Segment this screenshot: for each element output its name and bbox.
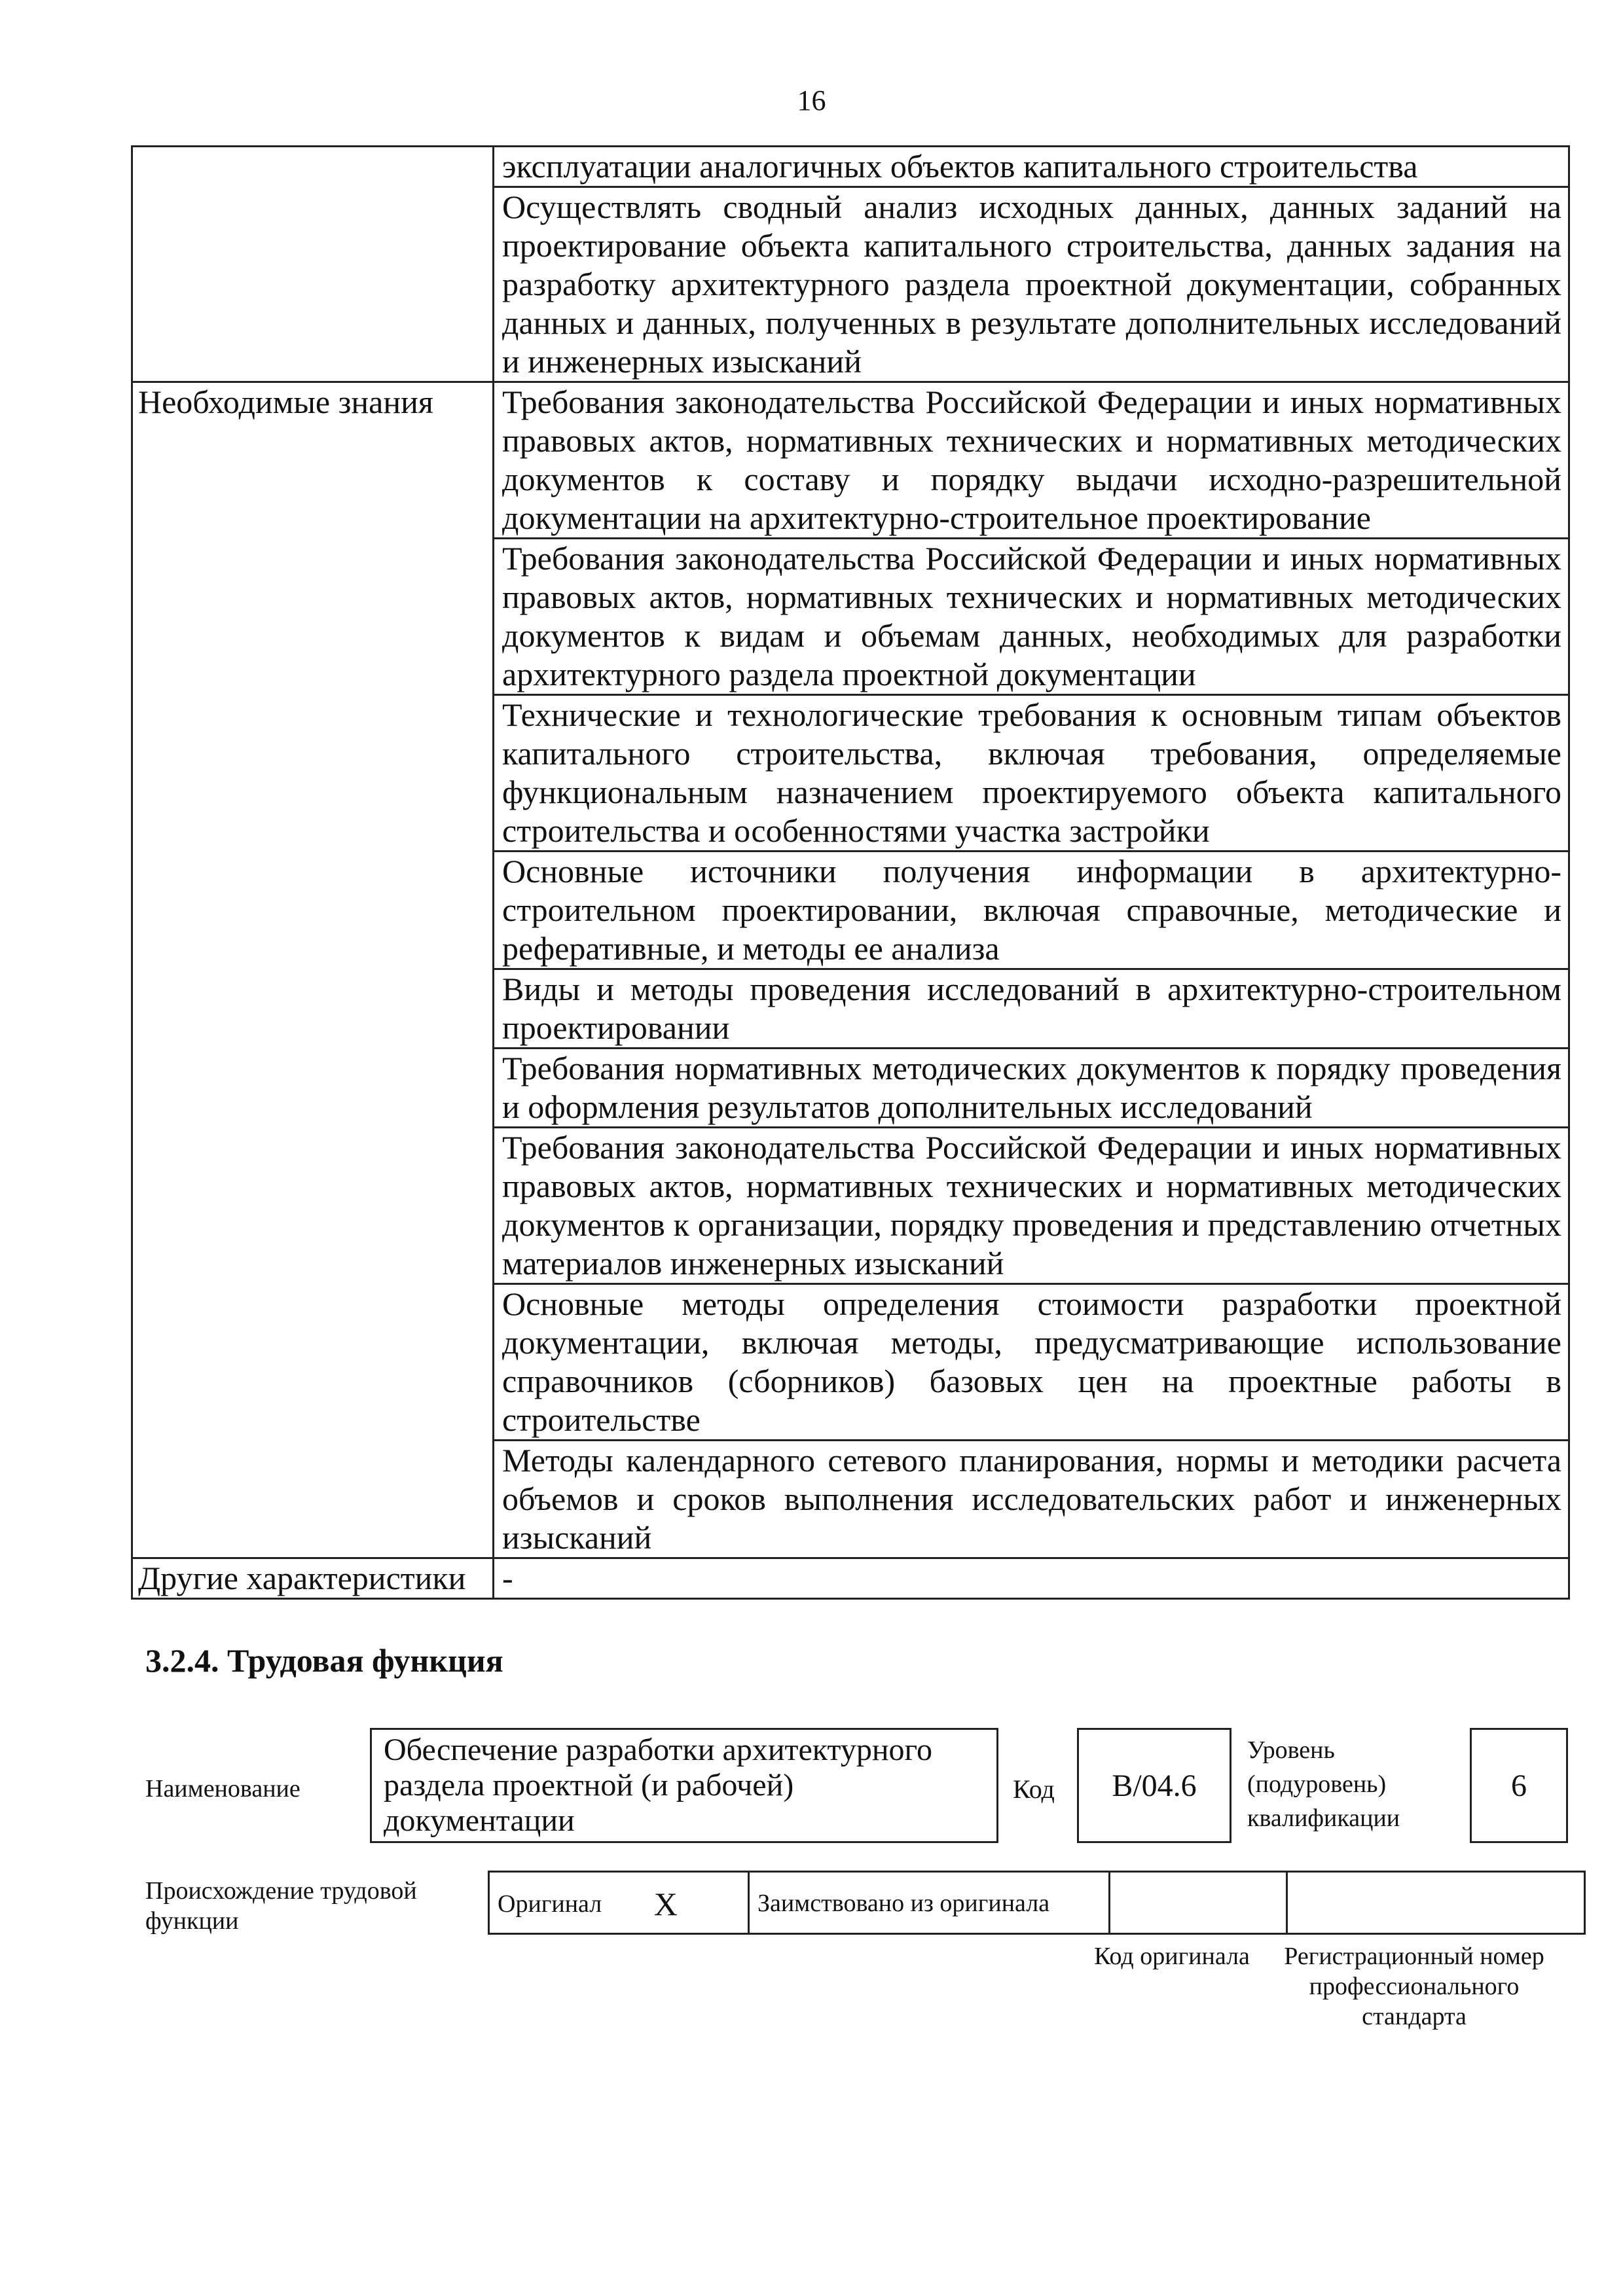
row-text: Требования законодательства Российской Федерации и иных нормативных правовых актов, нормативных технических и нормативных методических документов к организации, порядку проведения и представлению отчетных материалов инженерных изысканий xyxy=(494,1128,1569,1284)
row-text: Основные методы определения стоимости разработки проектной документации, включая методы, предусматривающие использование справочников (сборников) базовых цен на проектные работы в строительстве xyxy=(494,1284,1569,1441)
origin-label: Происхождение трудовой функции xyxy=(145,1877,417,1935)
row-text: Виды и методы проведения исследований в архитектурно-строительном проектировании xyxy=(494,969,1569,1049)
row-label xyxy=(132,147,494,382)
section-heading: 3.2.4. Трудовая функция xyxy=(145,1642,503,1679)
requirements-table xyxy=(131,145,1570,1600)
row-text: - xyxy=(494,1558,1569,1599)
origin-mark: X xyxy=(653,1885,678,1922)
row-text: Осуществлять сводный анализ исходных данных, данных заданий на проектирование объекта капитального строительства, данных задания на разработку архитектурного раздела проектной документации, собранных данных и данных, полученных в результате дополнительных исследований и инженерных изысканий xyxy=(494,187,1569,382)
origin-borrowed-label: Заимствовано из оригинала xyxy=(749,1872,1110,1934)
row-label: Необходимые знания xyxy=(132,382,494,1558)
code-label: Код xyxy=(1013,1774,1055,1804)
row-text: эксплуатации аналогичных объектов капитального строительства xyxy=(494,147,1569,187)
table-row xyxy=(132,1558,1569,1599)
row-text: Требования законодательства Российской Федерации и иных нормативных правовых актов, нормативных технических и нормативных методических документов к видам и объемам данных, необходимых для разработки архитектурного раздела проектной документации xyxy=(494,539,1569,695)
table-row xyxy=(132,147,1569,187)
function-name-field: Обеспечение разработки архитектурного раздела проектной (и рабочей) документации xyxy=(370,1728,998,1843)
row-text: Методы календарного сетевого планирования, нормы и методики расчета объемов и сроков выполнения исследовательских работ и инженерных изысканий xyxy=(494,1441,1569,1558)
origin-table xyxy=(488,1871,1586,1935)
origin-reg-number-cell xyxy=(1287,1872,1585,1934)
caption-reg-number: Регистрационный номер профессионального стандарта xyxy=(1284,1943,1544,2030)
row-text: Основные источники получения информации в архитектурно-строительном проектировании, включая справочные, методические и реферативные, и методы ее анализа xyxy=(494,852,1569,969)
row-text: Технические и технологические требования к основным типам объектов капитального строительства, включая требования, определяемые функциональным назначением проектируемого объекта капитального строительства и особенностями участка застройки xyxy=(494,695,1569,852)
level-label: Уровень (подуровень) квалификации xyxy=(1247,1736,1400,1832)
table-row xyxy=(132,382,1569,539)
caption-original-code: Код оригинала xyxy=(1094,1943,1250,1970)
qualification-level-field: 6 xyxy=(1470,1728,1568,1843)
row-text: Требования нормативных методических документов к порядку проведения и оформления результатов дополнительных исследований xyxy=(494,1049,1569,1128)
origin-code-cell xyxy=(1110,1872,1287,1934)
name-label: Наименование xyxy=(145,1775,301,1803)
row-text: Требования законодательства Российской Федерации и иных нормативных правовых актов, нормативных технических и нормативных методических документов к составу и порядку выдачи исходно-разрешительной документации на архитектурно-строительное проектирование xyxy=(494,382,1569,539)
row-label: Другие характеристики xyxy=(132,1558,494,1599)
function-code-field: B/04.6 xyxy=(1077,1728,1231,1843)
page-number: 16 xyxy=(797,84,826,117)
origin-original-cell xyxy=(489,1872,749,1934)
origin-original-label: Оригинал xyxy=(498,1890,602,1918)
